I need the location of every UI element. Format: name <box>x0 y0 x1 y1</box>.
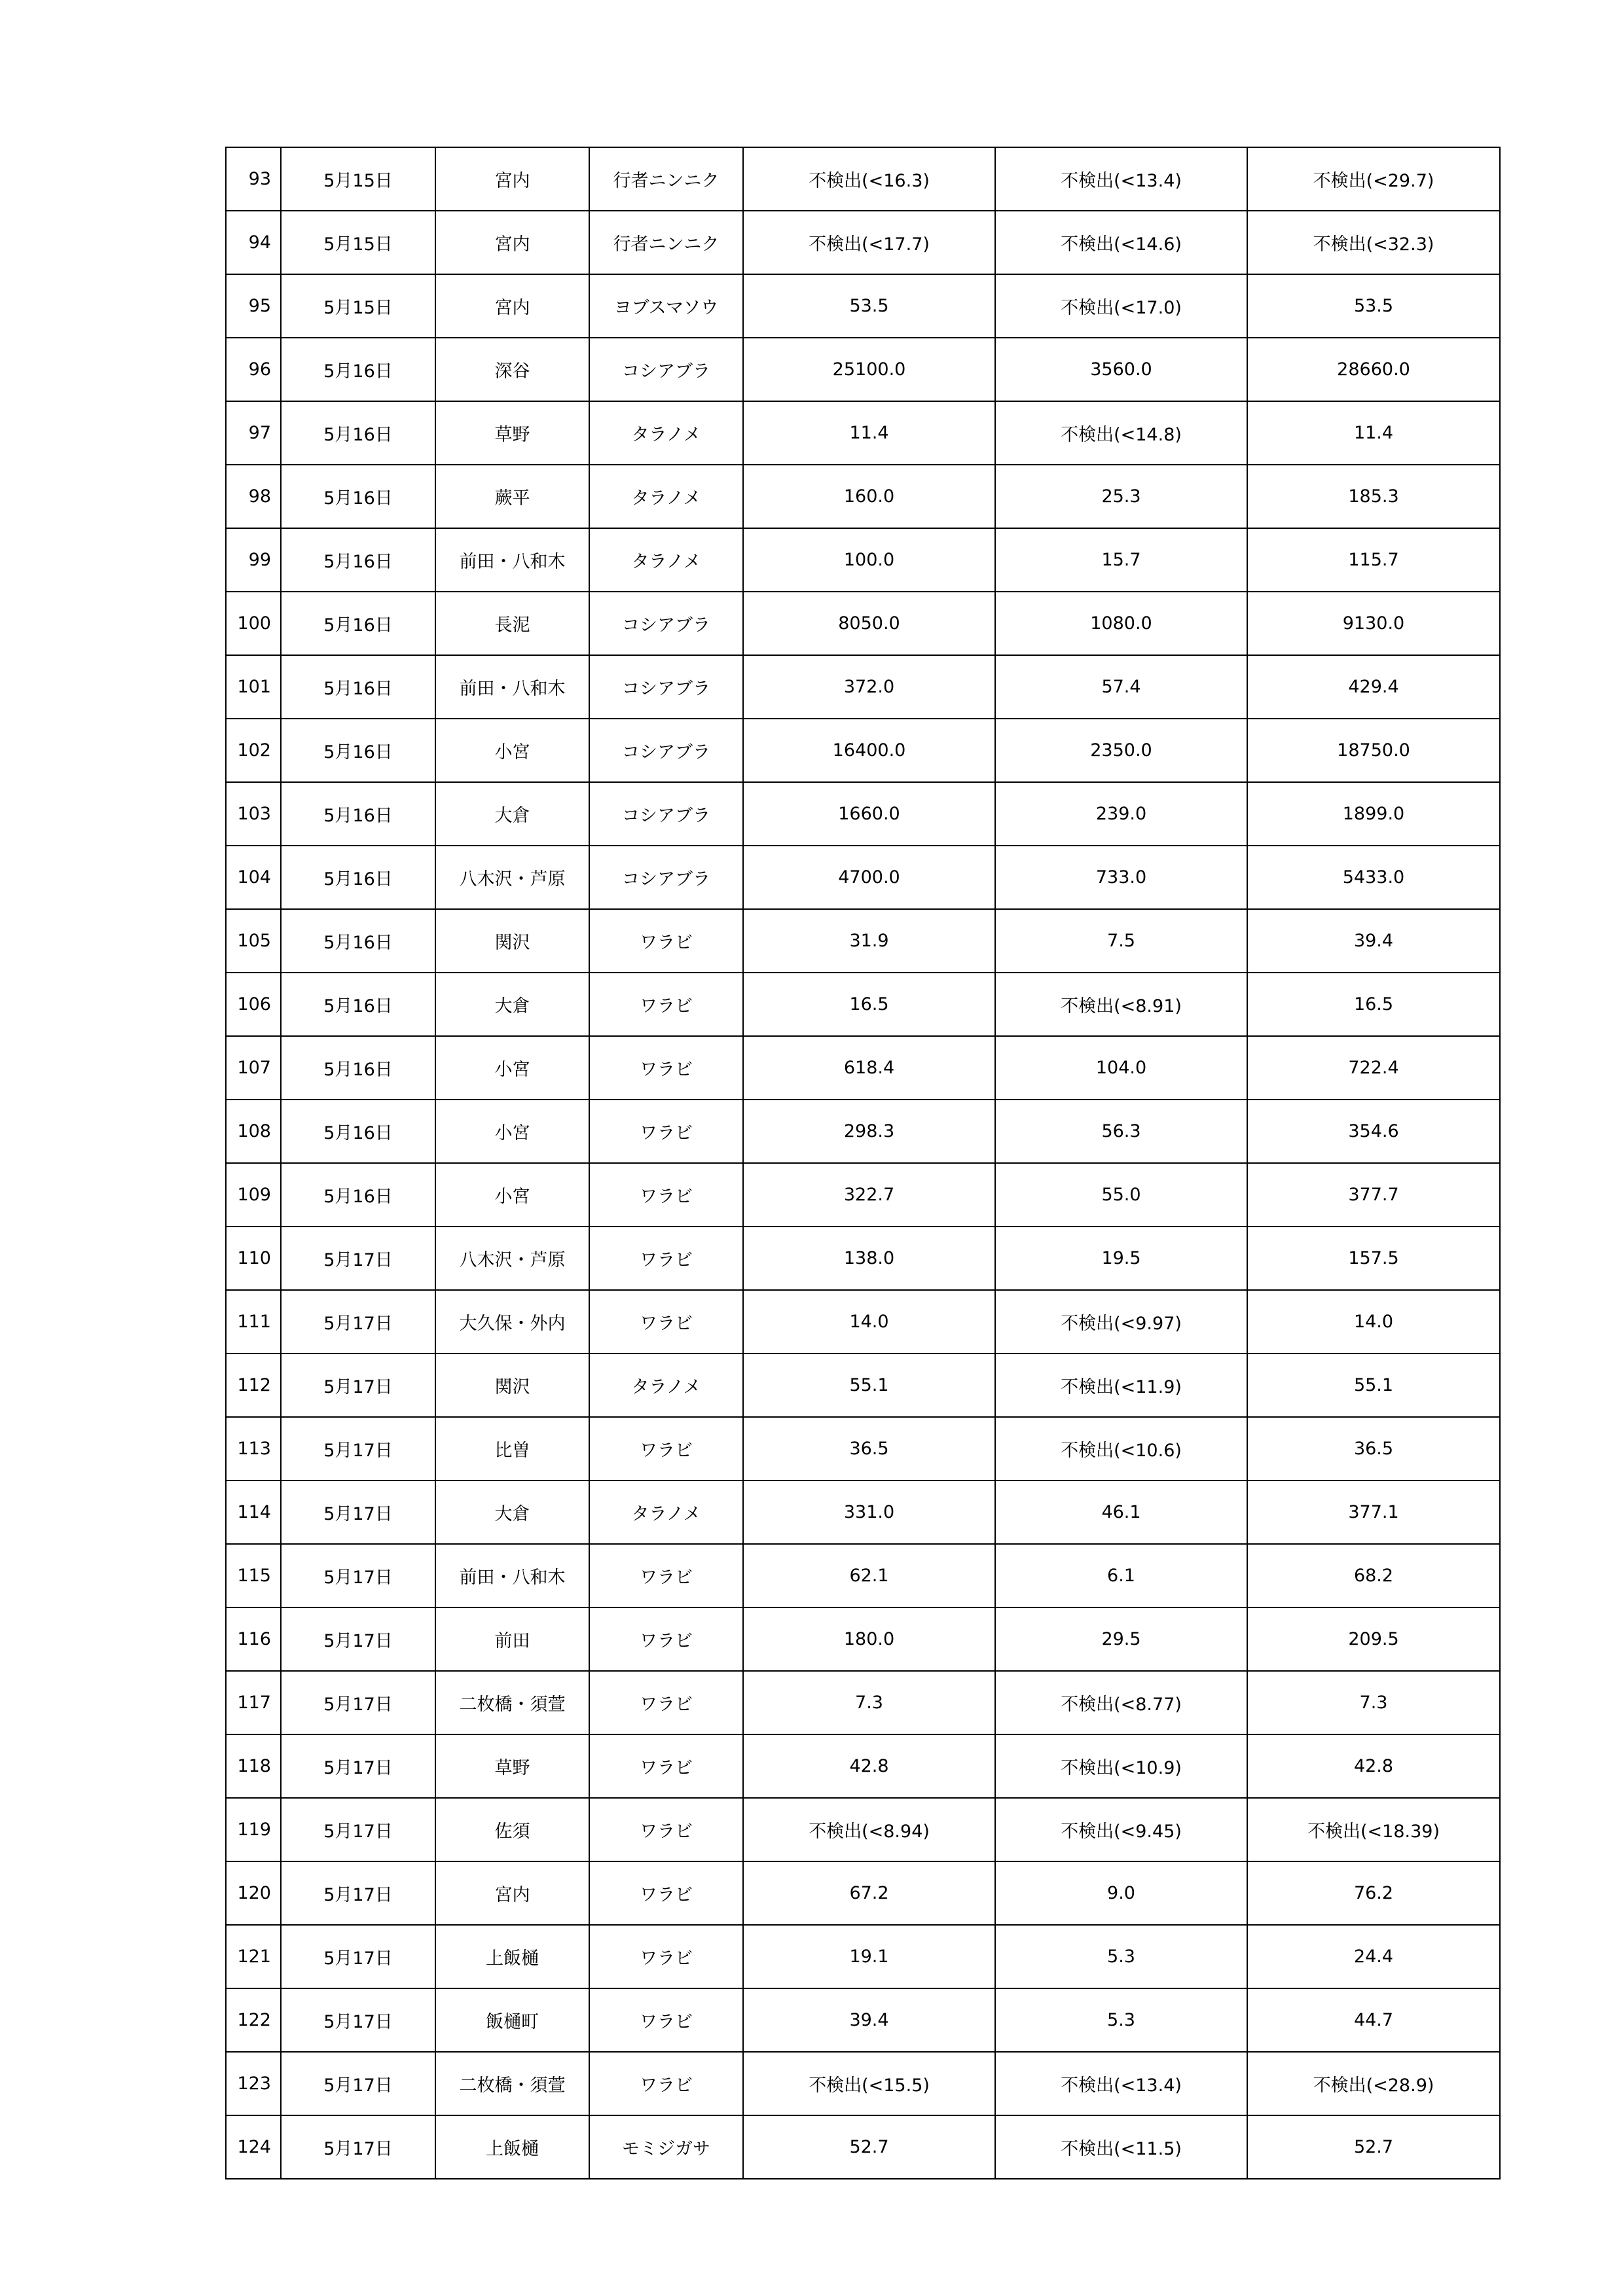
table-row <box>226 528 1500 592</box>
cell-value-total: 157.5 <box>1247 1227 1500 1290</box>
cell-sample-number: 113 <box>226 1417 281 1480</box>
cell-value-a: 67.2 <box>743 1861 995 1925</box>
cell-value-total: 429.4 <box>1247 655 1500 719</box>
cell-location: 前田 <box>435 1607 589 1671</box>
cell-value-b: 1080.0 <box>995 592 1247 655</box>
cell-sample-date: 5月16日 <box>281 1100 435 1163</box>
cell-value-a: 100.0 <box>743 528 995 592</box>
cell-value-a: 180.0 <box>743 1607 995 1671</box>
table-row <box>226 401 1500 465</box>
cell-location: 二枚橋・須萱 <box>435 1671 589 1734</box>
table-row <box>226 1163 1500 1227</box>
cell-item-name: ワラビ <box>589 909 743 973</box>
table-row <box>226 2052 1500 2115</box>
cell-value-total: 68.2 <box>1247 1544 1500 1607</box>
cell-value-a: 7.3 <box>743 1671 995 1734</box>
cell-value-b: 55.0 <box>995 1163 1247 1227</box>
cell-location: 大倉 <box>435 973 589 1036</box>
cell-sample-number: 98 <box>226 465 281 528</box>
cell-location: 関沢 <box>435 1354 589 1417</box>
cell-location: 宮内 <box>435 1861 589 1925</box>
table-row <box>226 1100 1500 1163</box>
table-row <box>226 719 1500 782</box>
cell-sample-number: 115 <box>226 1544 281 1607</box>
table-row <box>226 465 1500 528</box>
cell-sample-number: 95 <box>226 274 281 338</box>
cell-sample-number: 107 <box>226 1036 281 1100</box>
cell-value-b: 不検出(<13.4) <box>995 2052 1247 2115</box>
cell-sample-date: 5月17日 <box>281 1925 435 1988</box>
table-body <box>226 147 1500 2179</box>
cell-value-b: 5.3 <box>995 1988 1247 2052</box>
table-row <box>226 1290 1500 1354</box>
cell-sample-date: 5月17日 <box>281 1354 435 1417</box>
cell-sample-number: 101 <box>226 655 281 719</box>
cell-sample-number: 124 <box>226 2115 281 2179</box>
table-row <box>226 1544 1500 1607</box>
cell-item-name: コシアブラ <box>589 592 743 655</box>
cell-value-total: 185.3 <box>1247 465 1500 528</box>
cell-value-total: 39.4 <box>1247 909 1500 973</box>
cell-sample-date: 5月16日 <box>281 592 435 655</box>
cell-location: 草野 <box>435 401 589 465</box>
cell-location: 飯樋町 <box>435 1988 589 2052</box>
cell-item-name: ヨブスマソウ <box>589 274 743 338</box>
cell-value-b: 25.3 <box>995 465 1247 528</box>
cell-value-a: 331.0 <box>743 1480 995 1544</box>
cell-value-a: 19.1 <box>743 1925 995 1988</box>
cell-sample-date: 5月15日 <box>281 211 435 274</box>
cell-item-name: ワラビ <box>589 1988 743 2052</box>
cell-value-b: 7.5 <box>995 909 1247 973</box>
cell-item-name: タラノメ <box>589 465 743 528</box>
table-row <box>226 592 1500 655</box>
cell-value-total: 53.5 <box>1247 274 1500 338</box>
cell-sample-number: 96 <box>226 338 281 401</box>
cell-value-b: 不検出(<11.9) <box>995 1354 1247 1417</box>
cell-value-a: 42.8 <box>743 1734 995 1798</box>
cell-value-a: 16400.0 <box>743 719 995 782</box>
cell-value-a: 138.0 <box>743 1227 995 1290</box>
cell-value-total: 44.7 <box>1247 1988 1500 2052</box>
table-row <box>226 1734 1500 1798</box>
cell-item-name: ワラビ <box>589 2052 743 2115</box>
cell-item-name: モミジガサ <box>589 2115 743 2179</box>
cell-location: 二枚橋・須萱 <box>435 2052 589 2115</box>
cell-sample-date: 5月17日 <box>281 1544 435 1607</box>
table-row <box>226 1671 1500 1734</box>
cell-location: 上飯樋 <box>435 2115 589 2179</box>
table-row <box>226 1925 1500 1988</box>
cell-sample-date: 5月17日 <box>281 1988 435 2052</box>
cell-value-b: 不検出(<9.97) <box>995 1290 1247 1354</box>
cell-value-b: 2350.0 <box>995 719 1247 782</box>
cell-item-name: ワラビ <box>589 1861 743 1925</box>
cell-value-total: 1899.0 <box>1247 782 1500 846</box>
cell-value-a: 36.5 <box>743 1417 995 1480</box>
cell-value-b: 不検出(<14.8) <box>995 401 1247 465</box>
cell-item-name: タラノメ <box>589 401 743 465</box>
cell-value-b: 不検出(<14.6) <box>995 211 1247 274</box>
cell-sample-date: 5月17日 <box>281 2115 435 2179</box>
cell-value-a: 不検出(<15.5) <box>743 2052 995 2115</box>
cell-value-total: 55.1 <box>1247 1354 1500 1417</box>
cell-item-name: コシアブラ <box>589 719 743 782</box>
cell-item-name: コシアブラ <box>589 782 743 846</box>
cell-sample-date: 5月16日 <box>281 973 435 1036</box>
cell-value-a: 不検出(<17.7) <box>743 211 995 274</box>
table-row <box>226 1480 1500 1544</box>
cell-value-total: 377.7 <box>1247 1163 1500 1227</box>
table-row <box>226 846 1500 909</box>
cell-location: 前田・八和木 <box>435 528 589 592</box>
cell-sample-date: 5月17日 <box>281 1798 435 1861</box>
cell-sample-number: 114 <box>226 1480 281 1544</box>
table-row <box>226 1417 1500 1480</box>
cell-value-b: 不検出(<17.0) <box>995 274 1247 338</box>
cell-value-total: 28660.0 <box>1247 338 1500 401</box>
cell-value-b: 不検出(<8.77) <box>995 1671 1247 1734</box>
cell-value-b: 不検出(<8.91) <box>995 973 1247 1036</box>
cell-sample-number: 94 <box>226 211 281 274</box>
cell-location: 小宮 <box>435 719 589 782</box>
cell-value-total: 11.4 <box>1247 401 1500 465</box>
table-row <box>226 274 1500 338</box>
cell-location: 宮内 <box>435 147 589 211</box>
cell-value-a: 52.7 <box>743 2115 995 2179</box>
table-row <box>226 1227 1500 1290</box>
table-row <box>226 1607 1500 1671</box>
cell-location: 上飯樋 <box>435 1925 589 1988</box>
cell-item-name: ワラビ <box>589 1290 743 1354</box>
cell-value-a: 62.1 <box>743 1544 995 1607</box>
cell-value-b: 9.0 <box>995 1861 1247 1925</box>
table-row <box>226 909 1500 973</box>
cell-value-total: 42.8 <box>1247 1734 1500 1798</box>
cell-sample-date: 5月17日 <box>281 1734 435 1798</box>
cell-value-total: 18750.0 <box>1247 719 1500 782</box>
cell-sample-number: 97 <box>226 401 281 465</box>
table-row <box>226 782 1500 846</box>
cell-location: 大倉 <box>435 782 589 846</box>
cell-value-a: 618.4 <box>743 1036 995 1100</box>
cell-item-name: コシアブラ <box>589 846 743 909</box>
cell-sample-number: 99 <box>226 528 281 592</box>
cell-location: 比曽 <box>435 1417 589 1480</box>
cell-value-a: 不検出(<16.3) <box>743 147 995 211</box>
cell-value-total: 不検出(<32.3) <box>1247 211 1500 274</box>
cell-item-name: ワラビ <box>589 1163 743 1227</box>
cell-sample-number: 102 <box>226 719 281 782</box>
cell-sample-date: 5月15日 <box>281 274 435 338</box>
cell-sample-number: 93 <box>226 147 281 211</box>
cell-location: 長泥 <box>435 592 589 655</box>
cell-value-a: 4700.0 <box>743 846 995 909</box>
cell-value-b: 不検出(<13.4) <box>995 147 1247 211</box>
table-row <box>226 211 1500 274</box>
cell-sample-date: 5月17日 <box>281 1861 435 1925</box>
cell-item-name: ワラビ <box>589 1671 743 1734</box>
cell-sample-number: 105 <box>226 909 281 973</box>
cell-value-a: 1660.0 <box>743 782 995 846</box>
table-row <box>226 1861 1500 1925</box>
cell-sample-date: 5月16日 <box>281 909 435 973</box>
cell-value-total: 722.4 <box>1247 1036 1500 1100</box>
cell-sample-number: 109 <box>226 1163 281 1227</box>
cell-sample-number: 100 <box>226 592 281 655</box>
cell-value-total: 24.4 <box>1247 1925 1500 1988</box>
cell-item-name: コシアブラ <box>589 338 743 401</box>
cell-value-a: 372.0 <box>743 655 995 719</box>
cell-sample-number: 123 <box>226 2052 281 2115</box>
cell-item-name: タラノメ <box>589 1480 743 1544</box>
cell-item-name: ワラビ <box>589 1925 743 1988</box>
table-row <box>226 973 1500 1036</box>
data-table <box>225 147 1501 2179</box>
cell-sample-date: 5月15日 <box>281 147 435 211</box>
cell-location: 八木沢・芦原 <box>435 1227 589 1290</box>
cell-sample-date: 5月16日 <box>281 846 435 909</box>
cell-sample-date: 5月16日 <box>281 338 435 401</box>
cell-location: 宮内 <box>435 274 589 338</box>
table-row <box>226 655 1500 719</box>
cell-location: 深谷 <box>435 338 589 401</box>
cell-value-a: 160.0 <box>743 465 995 528</box>
cell-sample-number: 110 <box>226 1227 281 1290</box>
cell-location: 関沢 <box>435 909 589 973</box>
cell-sample-date: 5月17日 <box>281 1671 435 1734</box>
cell-sample-number: 108 <box>226 1100 281 1163</box>
cell-item-name: ワラビ <box>589 1036 743 1100</box>
cell-value-b: 不検出(<10.9) <box>995 1734 1247 1798</box>
cell-sample-number: 118 <box>226 1734 281 1798</box>
cell-value-b: 19.5 <box>995 1227 1247 1290</box>
cell-value-b: 不検出(<10.6) <box>995 1417 1247 1480</box>
cell-location: 大倉 <box>435 1480 589 1544</box>
cell-item-name: ワラビ <box>589 1227 743 1290</box>
table-row <box>226 1798 1500 1861</box>
cell-item-name: 行者ニンニク <box>589 147 743 211</box>
cell-location: 八木沢・芦原 <box>435 846 589 909</box>
cell-value-total: 52.7 <box>1247 2115 1500 2179</box>
cell-sample-date: 5月17日 <box>281 1227 435 1290</box>
cell-value-b: 46.1 <box>995 1480 1247 1544</box>
cell-item-name: ワラビ <box>589 1544 743 1607</box>
cell-value-a: 55.1 <box>743 1354 995 1417</box>
cell-value-a: 不検出(<8.94) <box>743 1798 995 1861</box>
cell-value-b: 5.3 <box>995 1925 1247 1988</box>
cell-value-total: 不検出(<18.39) <box>1247 1798 1500 1861</box>
cell-sample-date: 5月16日 <box>281 719 435 782</box>
cell-location: 大久保・外内 <box>435 1290 589 1354</box>
cell-item-name: ワラビ <box>589 1798 743 1861</box>
cell-item-name: ワラビ <box>589 1607 743 1671</box>
table-row <box>226 1988 1500 2052</box>
cell-value-total: 36.5 <box>1247 1417 1500 1480</box>
cell-value-total: 不検出(<28.9) <box>1247 2052 1500 2115</box>
cell-sample-number: 122 <box>226 1988 281 2052</box>
cell-sample-number: 104 <box>226 846 281 909</box>
cell-value-a: 322.7 <box>743 1163 995 1227</box>
cell-location: 蕨平 <box>435 465 589 528</box>
cell-value-b: 15.7 <box>995 528 1247 592</box>
cell-location: 前田・八和木 <box>435 655 589 719</box>
cell-value-a: 25100.0 <box>743 338 995 401</box>
table-row <box>226 1036 1500 1100</box>
cell-value-total: 7.3 <box>1247 1671 1500 1734</box>
cell-value-a: 8050.0 <box>743 592 995 655</box>
cell-item-name: タラノメ <box>589 528 743 592</box>
cell-item-name: ワラビ <box>589 1734 743 1798</box>
cell-sample-date: 5月17日 <box>281 1290 435 1354</box>
cell-location: 小宮 <box>435 1163 589 1227</box>
cell-sample-date: 5月17日 <box>281 2052 435 2115</box>
cell-value-total: 354.6 <box>1247 1100 1500 1163</box>
cell-sample-date: 5月16日 <box>281 1163 435 1227</box>
cell-value-total: 76.2 <box>1247 1861 1500 1925</box>
cell-sample-number: 116 <box>226 1607 281 1671</box>
cell-sample-number: 106 <box>226 973 281 1036</box>
cell-value-b: 239.0 <box>995 782 1247 846</box>
cell-value-a: 14.0 <box>743 1290 995 1354</box>
cell-location: 小宮 <box>435 1036 589 1100</box>
cell-sample-date: 5月17日 <box>281 1607 435 1671</box>
cell-sample-number: 119 <box>226 1798 281 1861</box>
cell-sample-date: 5月16日 <box>281 782 435 846</box>
cell-value-total: 209.5 <box>1247 1607 1500 1671</box>
cell-value-total: 不検出(<29.7) <box>1247 147 1500 211</box>
cell-value-total: 115.7 <box>1247 528 1500 592</box>
cell-value-b: 733.0 <box>995 846 1247 909</box>
cell-sample-date: 5月16日 <box>281 528 435 592</box>
cell-value-b: 57.4 <box>995 655 1247 719</box>
cell-value-b: 104.0 <box>995 1036 1247 1100</box>
cell-value-b: 29.5 <box>995 1607 1247 1671</box>
cell-item-name: ワラビ <box>589 1100 743 1163</box>
table-row <box>226 1354 1500 1417</box>
cell-location: 宮内 <box>435 211 589 274</box>
cell-value-b: 56.3 <box>995 1100 1247 1163</box>
cell-value-total: 377.1 <box>1247 1480 1500 1544</box>
cell-sample-date: 5月16日 <box>281 465 435 528</box>
cell-value-total: 16.5 <box>1247 973 1500 1036</box>
cell-value-a: 298.3 <box>743 1100 995 1163</box>
cell-value-a: 16.5 <box>743 973 995 1036</box>
cell-sample-date: 5月16日 <box>281 1036 435 1100</box>
cell-value-b: 不検出(<9.45) <box>995 1798 1247 1861</box>
table-row <box>226 338 1500 401</box>
cell-item-name: コシアブラ <box>589 655 743 719</box>
cell-value-a: 53.5 <box>743 274 995 338</box>
cell-sample-number: 111 <box>226 1290 281 1354</box>
cell-sample-number: 120 <box>226 1861 281 1925</box>
cell-value-total: 9130.0 <box>1247 592 1500 655</box>
cell-value-b: 6.1 <box>995 1544 1247 1607</box>
cell-item-name: タラノメ <box>589 1354 743 1417</box>
cell-location: 小宮 <box>435 1100 589 1163</box>
cell-location: 佐須 <box>435 1798 589 1861</box>
cell-value-a: 31.9 <box>743 909 995 973</box>
cell-item-name: 行者ニンニク <box>589 211 743 274</box>
cell-value-b: 不検出(<11.5) <box>995 2115 1247 2179</box>
table-row <box>226 147 1500 211</box>
cell-sample-number: 112 <box>226 1354 281 1417</box>
cell-value-a: 39.4 <box>743 1988 995 2052</box>
table-row <box>226 2115 1500 2179</box>
cell-value-total: 5433.0 <box>1247 846 1500 909</box>
cell-location: 前田・八和木 <box>435 1544 589 1607</box>
cell-value-b: 3560.0 <box>995 338 1247 401</box>
cell-value-a: 11.4 <box>743 401 995 465</box>
cell-sample-number: 103 <box>226 782 281 846</box>
cell-location: 草野 <box>435 1734 589 1798</box>
cell-sample-number: 121 <box>226 1925 281 1988</box>
cell-sample-date: 5月17日 <box>281 1417 435 1480</box>
cell-sample-date: 5月16日 <box>281 401 435 465</box>
cell-value-total: 14.0 <box>1247 1290 1500 1354</box>
cell-sample-number: 117 <box>226 1671 281 1734</box>
cell-item-name: ワラビ <box>589 1417 743 1480</box>
cell-item-name: ワラビ <box>589 973 743 1036</box>
cell-sample-date: 5月16日 <box>281 655 435 719</box>
cell-sample-date: 5月17日 <box>281 1480 435 1544</box>
data-table-container <box>225 147 1499 2179</box>
